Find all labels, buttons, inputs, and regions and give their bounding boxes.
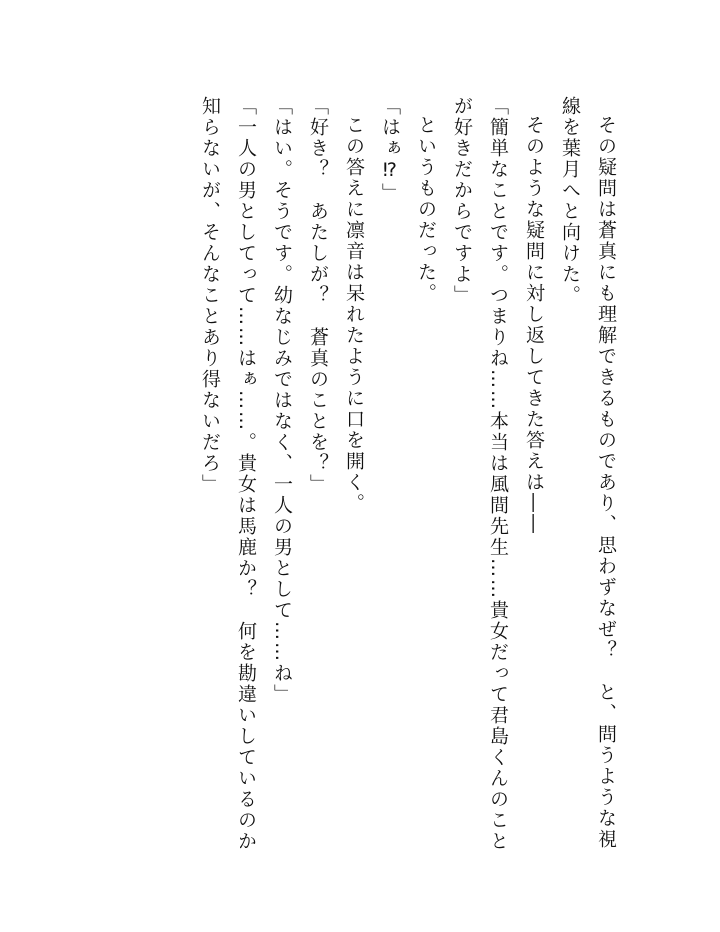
dialogue-line: 「好き？ あたしが？ 蒼真のことを？」	[307, 96, 329, 495]
paragraph: というものだった。	[415, 115, 437, 304]
dialogue-line: 「一人の男としてって……はぁ……。貴女は馬鹿か？ 何を勘違いしているのか知らないが、そんなことあり得ないだろ」	[199, 96, 257, 852]
paragraph: その疑問は蒼真にも理解できるものであり、思わずなぜ？ と、問うような視線を葉月へと向けた。	[559, 96, 617, 850]
paragraph: この答えに凛音は呆れたように口を開く。	[343, 115, 365, 514]
dialogue-line: 「はい。そうです。幼なじみではなく、一人の男として……ね」	[271, 96, 293, 705]
paragraph: そのような疑問に対し返してきた答えは――	[523, 115, 545, 535]
dialogue-line: 「簡単なことです。つまりね……本当は風間先生……貴女だって君島くんのことが好きだからですよ」	[451, 96, 509, 852]
dialogue-line: 「はぁ⁉」	[379, 96, 401, 204]
vertical-text-body	[192, 96, 624, 856]
